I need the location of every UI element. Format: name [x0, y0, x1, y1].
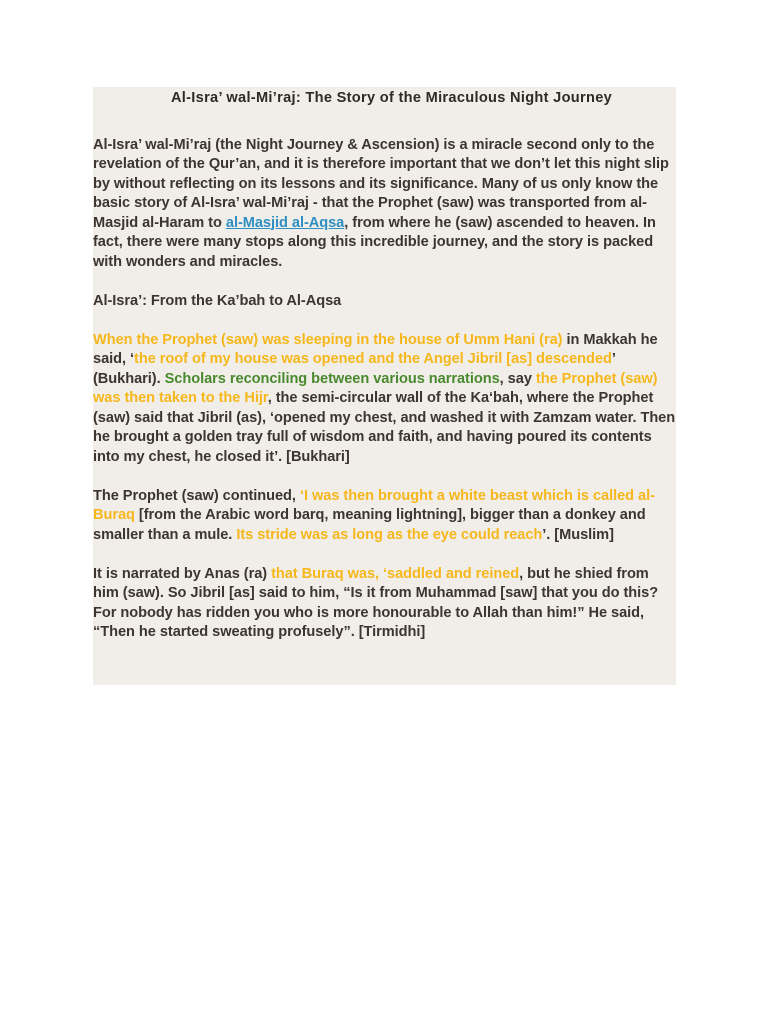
- article-text-block: [93, 87, 676, 685]
- para2-text-5: ’. [Muslim]: [542, 526, 614, 543]
- para1-text-4: ’ (Bukhari).: [93, 351, 616, 387]
- highlight-saddled: that Buraq was, ‘saddled and reined: [271, 565, 520, 582]
- para1-text-2: in Makkah he said, ‘: [93, 331, 658, 367]
- intro-text-part1: Al-Isra’ wal-Mi’raj (the Night Journey & Ascension) is a miracle second only to the revelation of the Qur’an, and it is therefore important that we don’t let this night slip by without reflecting on its lessons and its significance. Many of us only know the basic story of Al-Isra’ wal-Mi’raj - that the Prophet (saw) was transported from al-Masjid al-Haram to: [93, 136, 669, 231]
- section-heading: Al-Isra’: From the Ka’bah to Al-Aqsa: [93, 292, 342, 309]
- para3-text-3: , but he shied from him (saw). So Jibril [as] said to him, “Is it from Muhammad [saw] that you do this? For nobody has ridden you who is more honourable to Allah than him!” He said, “Then he started sweating profusely”. [Tirmidhi]: [93, 565, 659, 640]
- highlight-scholars: Scholars reconciling between various narrations: [164, 370, 500, 387]
- paragraph-sleeping-prophet: [93, 331, 676, 468]
- al-masjid-al-aqsa-link[interactable]: al-Masjid al-Aqsa: [225, 214, 345, 231]
- para2-text-1: The Prophet (saw) continued,: [93, 487, 300, 504]
- article-title: Al-Isra’ wal-Mi’raj: The Story of the Miraculous Night Journey: [170, 90, 613, 106]
- highlight-umm-hani: When the Prophet (saw) was sleeping in the house of Umm Hani (ra): [93, 331, 563, 348]
- paragraph-anas: [93, 565, 676, 643]
- para1-text-6: , say: [499, 370, 536, 387]
- para1-text-8: , the semi-circular wall of the Ka‘bah, where the Prophet (saw) said that Jibril (as), ‘opened my chest, and washed it with Zamzam water. Then he brought a golden tray full of wisdom and faith, and having poured its contents into my chest, he closed it’. [Bukhari]: [93, 390, 676, 465]
- highlight-hijr: the Prophet (saw) was then taken to the Hijr: [93, 370, 658, 406]
- para2-text-3: [from the Arabic word barq, meaning lightning], bigger than a donkey and smaller than a mule.: [93, 507, 646, 543]
- para3-text-1: It is narrated by Anas (ra): [93, 565, 272, 582]
- paragraph-buraq: [93, 487, 676, 546]
- intro-paragraph: [93, 136, 676, 273]
- highlight-roof-opened: the roof of my house was opened and the Angel Jibril [as] descended: [134, 351, 612, 367]
- highlight-white-beast: ‘I was then brought a white beast which is called al-Buraq: [93, 487, 655, 523]
- intro-text-part2: , from where he (saw) ascended to heaven. In fact, there were many stops along this incredible journey, and the story is packed with wonders and miracles.: [93, 214, 656, 270]
- highlight-stride: Its stride was as long as the eye could reach: [236, 526, 543, 543]
